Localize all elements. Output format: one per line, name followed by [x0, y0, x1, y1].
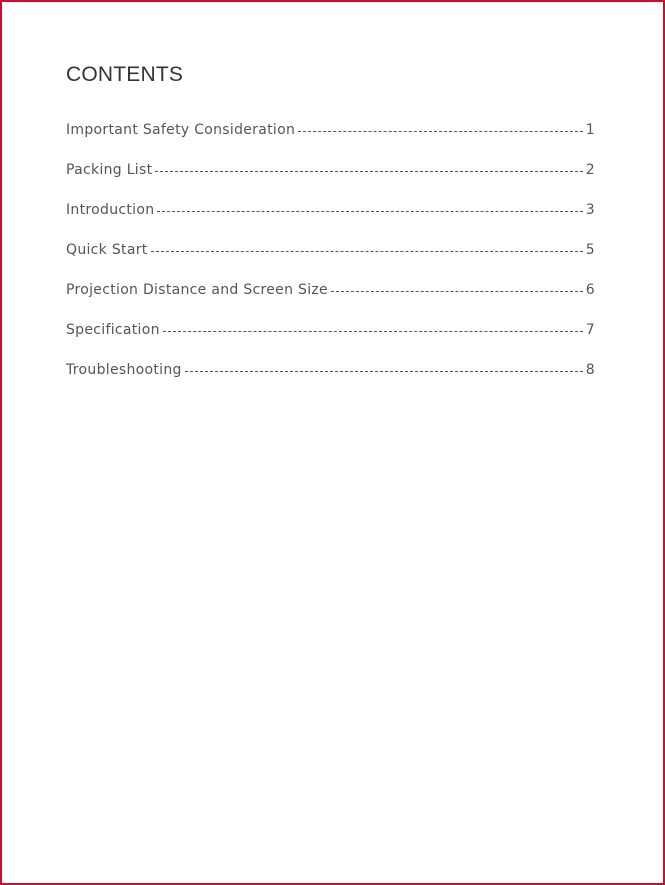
toc-dot-leader [331, 291, 583, 292]
table-of-contents [66, 110, 595, 390]
toc-entry-quick-start[interactable] [66, 230, 595, 270]
toc-dot-leader [151, 251, 583, 252]
toc-entry-label: Quick Start [66, 242, 148, 258]
toc-entry-label: Troubleshooting [66, 362, 182, 378]
toc-entry-packing-list[interactable] [66, 150, 595, 190]
toc-entry-label: Important Safety Consideration [66, 122, 296, 138]
toc-dot-leader [157, 211, 582, 212]
toc-page-number: 5 [585, 242, 595, 258]
toc-entry-specification[interactable] [66, 310, 595, 350]
toc-page-number: 1 [585, 122, 595, 138]
toc-page-number: 3 [585, 202, 595, 218]
toc-entry-label: Projection Distance and Screen Size [66, 282, 328, 298]
toc-entry-label: Specification [66, 322, 160, 338]
contents-title: CONTENTS [66, 63, 184, 86]
toc-entry-label: Packing List [66, 162, 153, 178]
toc-page-number: 2 [585, 162, 595, 178]
toc-dot-leader [185, 371, 583, 372]
toc-entry-important-safety[interactable] [66, 110, 595, 150]
toc-page-number: 6 [585, 282, 595, 298]
toc-entry-introduction[interactable] [66, 190, 595, 230]
toc-dot-leader [155, 171, 582, 172]
toc-page-number: 7 [585, 322, 595, 338]
toc-dot-leader [298, 131, 583, 132]
toc-dot-leader [163, 331, 583, 332]
toc-entry-label: Introduction [66, 202, 155, 218]
toc-page-number: 8 [585, 362, 595, 378]
toc-entry-projection-distance[interactable] [66, 270, 595, 310]
toc-entry-troubleshooting[interactable] [66, 350, 595, 390]
